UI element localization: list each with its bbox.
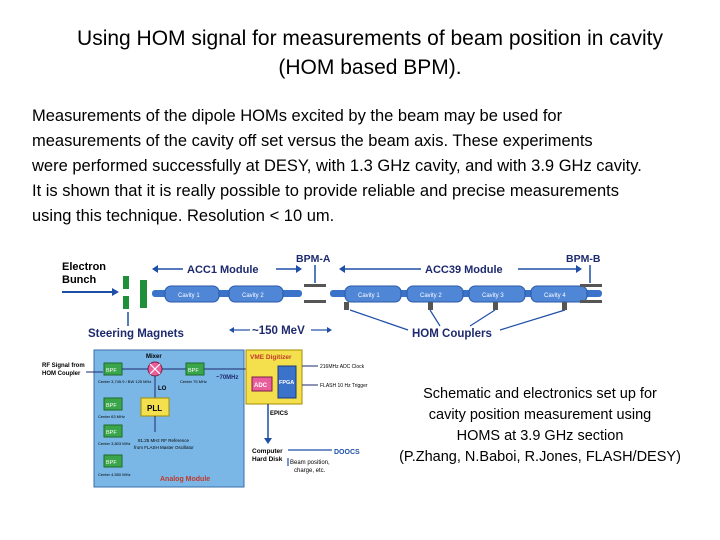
bpm-b-bar-bottom bbox=[580, 300, 602, 303]
acc39-cavity-3-label: Cavity 3 bbox=[482, 293, 504, 299]
hom-coupler-2 bbox=[428, 302, 433, 310]
bpm-a-bar-top bbox=[304, 284, 326, 287]
hom-arrow-4 bbox=[500, 310, 565, 330]
adc-label: ADC bbox=[254, 383, 267, 389]
bpf-4-label: BPF bbox=[106, 460, 117, 466]
rf-signal-label-1: RF Signal from bbox=[42, 363, 85, 369]
acc1-arrow-right bbox=[296, 265, 302, 273]
beam-position-label-1: Beam position, bbox=[290, 460, 330, 466]
caption-line-4: (P.Zhang, N.Baboi, R.Jones, FLASH/DESY) bbox=[399, 449, 681, 465]
caption-line-1: Schematic and electronics set up for bbox=[423, 386, 657, 402]
rf-signal-label-2: HOM Coupler bbox=[42, 371, 81, 377]
lo-label: LO bbox=[158, 386, 167, 392]
filter-1-label: Center 3,745.9 / BW 125 MHz bbox=[98, 379, 152, 384]
hom-coupler-1 bbox=[344, 302, 349, 310]
bunch-arrow-head bbox=[112, 288, 119, 296]
body-line-3: were performed successfully at DESY, with 1.3 GHz cavity, and with 3.9 GHz cavity. bbox=[32, 157, 642, 175]
acc39-module-label: ACC39 Module bbox=[425, 264, 503, 276]
body-line-2: measurements of the cavity off set versus the beam axis. These experiments bbox=[32, 132, 593, 150]
beam-position-label-2: charge, etc. bbox=[294, 468, 326, 474]
hom-coupler-3 bbox=[493, 302, 498, 310]
doocs-label: DOOCS bbox=[334, 449, 360, 456]
caption-line-2: cavity position measurement using bbox=[428, 407, 652, 423]
if-filter-label: Center 75 MHz bbox=[180, 379, 207, 384]
bpf-if-label: BPF bbox=[188, 368, 199, 374]
electron-bunch-label-2: Bunch bbox=[62, 274, 97, 286]
reference-label-2: from FLASH Master Oscillator bbox=[134, 445, 194, 450]
acc39-cavity-2-label: Cavity 2 bbox=[420, 293, 442, 299]
filter-4-label: Center 4,550 MHz bbox=[98, 472, 131, 477]
freq-70mhz-label: ~70MHz bbox=[216, 375, 239, 381]
bpf-3-label: BPF bbox=[106, 430, 117, 436]
acc39-arrow-left bbox=[339, 265, 345, 273]
energy-arrow-right-head bbox=[327, 327, 332, 333]
acc39-cavity-1-label: Cavity 1 bbox=[358, 293, 380, 299]
filter-2-label: Center 63 MHz bbox=[98, 414, 125, 419]
bpf-input-label: BPF bbox=[106, 368, 117, 374]
computer-label-1: Computer bbox=[252, 448, 283, 455]
acc1-cavity-1-label: Cavity 1 bbox=[178, 293, 200, 299]
steering-magnet-1 bbox=[123, 276, 129, 289]
figure-caption bbox=[375, 384, 705, 468]
flash-trigger-label: FLASH 10 Hz Trigger bbox=[320, 383, 368, 389]
body-line-4: It is shown that it is really possible to provide reliable and precise measurements bbox=[32, 182, 619, 200]
bpm-b-label: BPM-B bbox=[566, 253, 601, 265]
analog-module-label: Analog Module bbox=[160, 476, 211, 483]
steering-magnet-2 bbox=[123, 296, 129, 309]
fpga-label: FPGA bbox=[279, 380, 295, 386]
acc39-cavity-4-label: Cavity 4 bbox=[544, 293, 566, 299]
electron-bunch-label-1: Electron bbox=[62, 261, 107, 273]
title-line-1: Using HOM signal for measurements of beam position in cavity bbox=[77, 27, 663, 50]
acc39-arrow-right bbox=[576, 265, 582, 273]
acc1-cavity-2-label: Cavity 2 bbox=[242, 293, 264, 299]
bpf-2-label: BPF bbox=[106, 403, 117, 409]
epics-arrow-head bbox=[264, 438, 272, 444]
vme-digitizer-label: VME Digitizer bbox=[250, 354, 292, 361]
hom-coupler-4 bbox=[562, 302, 567, 310]
pll-label: PLL bbox=[147, 404, 163, 413]
bpm-a-bar-bottom bbox=[304, 300, 326, 303]
computer-label-2: Hard Disk bbox=[252, 456, 283, 463]
mixer-label: Mixer bbox=[146, 354, 162, 360]
acc1-module-label: ACC1 Module bbox=[187, 264, 259, 276]
hom-couplers-label: HOM Couplers bbox=[412, 328, 492, 340]
filter-3-label: Center 3,803 MHz bbox=[98, 441, 131, 446]
title-line-2: (HOM based BPM). bbox=[278, 56, 462, 79]
energy-label: ~150 MeV bbox=[252, 325, 305, 337]
hom-arrow-1 bbox=[350, 310, 408, 330]
body-line-5: using this technique. Resolution < 10 um. bbox=[32, 207, 335, 225]
hom-arrow-3 bbox=[470, 310, 495, 326]
hom-arrow-2 bbox=[430, 310, 440, 326]
adc-clock-label: 216MHz ADC Clock bbox=[320, 364, 365, 370]
epics-label: EPICS bbox=[270, 411, 289, 417]
bpm-a-label: BPM-A bbox=[296, 253, 331, 265]
bpm-b-bar-top bbox=[580, 284, 602, 287]
caption-line-3: HOMS at 3.9 GHz section bbox=[456, 428, 624, 444]
acc1-arrow-left bbox=[152, 265, 158, 273]
steering-magnet-3 bbox=[140, 280, 147, 308]
body-line-1: Measurements of the dipole HOMs excited by the beam may be used for bbox=[32, 107, 563, 125]
steering-magnets-label: Steering Magnets bbox=[88, 328, 184, 340]
reference-label-1: 81.25 MHz RF Reference bbox=[138, 438, 190, 443]
energy-arrow-left-head bbox=[229, 327, 234, 333]
